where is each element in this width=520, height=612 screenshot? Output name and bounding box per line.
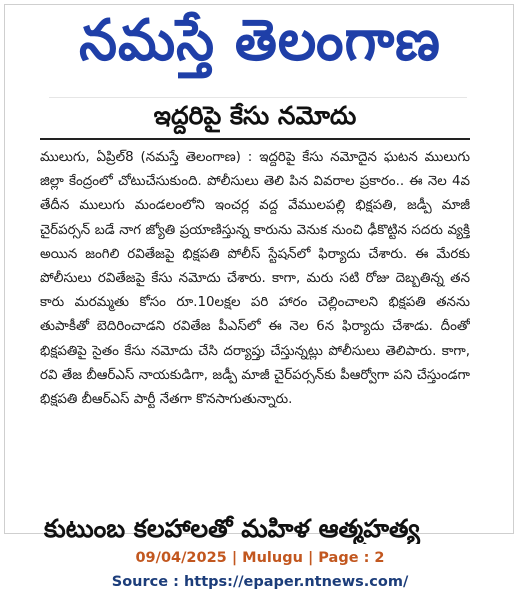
clipping-footer (0, 546, 520, 594)
edition-meta: 09/04/2025 | Mulugu | Page : 2 (135, 550, 385, 566)
newspaper-logo: నమస్తే తెలంగాణ (79, 6, 441, 73)
headline-rule (40, 138, 470, 140)
article-body: ములుగు, ఏప్రిల్8 (నమస్తే తెలంగాణ) : ఇద్దరిపై కేసు నమోదైన ఘటన ములుగు జిల్లా కేంద్రంలో చోటుచేసుకుంది. పోలీసులు తెలి పిన వివరాల ప్రకారం.. ఈ నెల 4వ తేదీన ములుగు మండలంలోని ఇంచర్ల వద్ద వేములపల్లి భిక్షపతి, జడ్పీ మాజీ చైర్‌పర్సన్ బడే నాగ జ్యోతి ప్రయాణిస్తున్న కారును వెనుక నుంచి ఢీకొట్టిన సదరు వ్యక్తి అయిన జంగిలి రవితేజపై భిక్షపతి పోలీస్ స్టేషన్‌లో ఫిర్యాదు చేశారు. ఈ మేరకు పోలీసులు రవితేజపై కేసు నమోదు చేశారు. కాగా, మరు సటి రోజు దెబ్బతిన్న తన కారు మరమ్మతు కోసం రూ.10లక్షల పరి హారం చెల్లించాలని భిక్షపతి తనను తుపాకీతో బెదిరించాడని రవితేజ పీఎస్‌లో ఈ నెల 6న ఫిర్యాదు చేశాడు. దీంతో భిక్షపతిపై సైతం కేసు నమోదు చేసి దర్యాప్తు చేస్తున్నట్లు పోలీసులు తెలిపారు. కాగా, రవి తేజ బీఆర్‌ఎస్ నాయకుడిగా, జడ్పీ మాజీ చైర్‌పర్సన్‌కు పీఆర్వోగా పని చేస్తుండగా భిక్షపతి బీఆర్‌ఎస్ పార్టీ నేతగా కొనసాగుతున్నారు. (40, 150, 470, 408)
masthead (5, 5, 514, 89)
article-headline: ఇద్దరిపై కేసు నమోదు (153, 101, 357, 130)
article (40, 96, 470, 530)
source-link[interactable]: Source : https://epaper.ntnews.com/ (111, 574, 409, 590)
next-article-headline: కుటుంబ కలహాలతో మహిళ ఆత్మహత్య (44, 514, 420, 543)
